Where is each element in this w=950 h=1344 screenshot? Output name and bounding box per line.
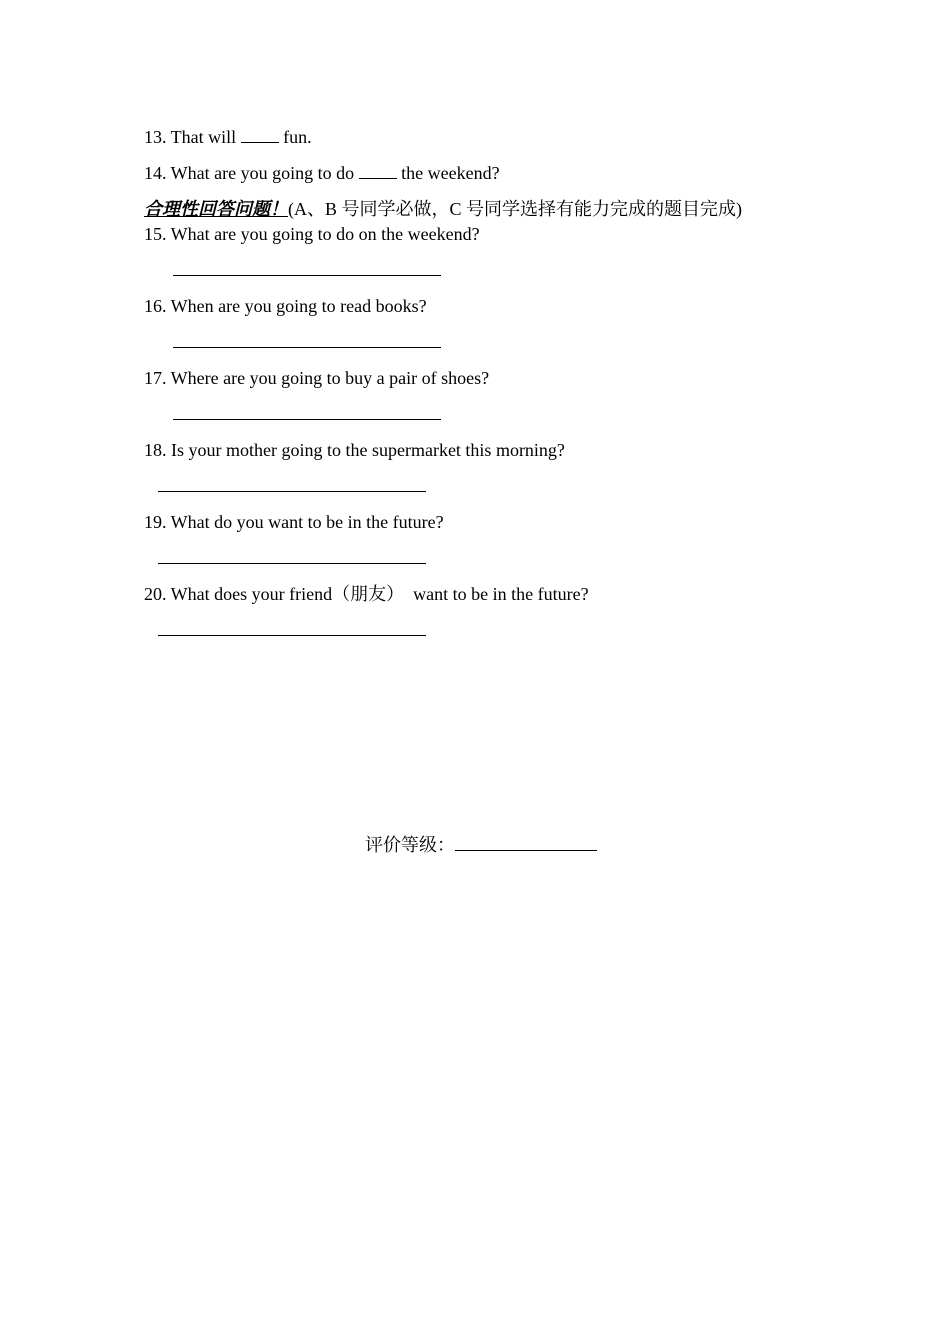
question-18: 18. Is your mother going to the supermarket this morning? xyxy=(144,440,565,460)
section-note: (A、B 号同学必做，C 号同学选择有能力完成的题目完成) xyxy=(288,199,742,219)
question-19: 19. What do you want to be in the future? xyxy=(144,512,444,532)
fill-in-blank[interactable] xyxy=(241,128,279,143)
question-20: 20. What does your friend（朋友） want to be in the future? xyxy=(144,584,589,604)
question-14-text-after: the weekend? xyxy=(396,163,500,183)
answer-line-15[interactable] xyxy=(173,275,441,276)
grade-field xyxy=(365,834,597,856)
question-17: 17. Where are you going to buy a pair of shoes? xyxy=(144,368,490,388)
answer-line-18[interactable] xyxy=(158,491,426,492)
grade-input-line[interactable] xyxy=(455,834,597,851)
question-14 xyxy=(144,162,500,184)
answer-line-19[interactable] xyxy=(158,563,426,564)
answer-line-16[interactable] xyxy=(173,347,441,348)
question-13-text-before: 13. That will xyxy=(144,127,241,147)
question-15: 15. What are you going to do on the weekend? xyxy=(144,224,480,244)
section-heading: 合理性回答问题！ xyxy=(144,199,288,219)
question-16: 16. When are you going to read books? xyxy=(144,296,427,316)
grade-label: 评价等级： xyxy=(365,835,455,855)
section-instruction xyxy=(144,198,742,220)
question-13 xyxy=(144,126,312,148)
question-13-text-after: fun. xyxy=(278,127,312,147)
answer-line-20[interactable] xyxy=(158,635,426,636)
question-14-text-before: 14. What are you going to do xyxy=(144,163,359,183)
fill-in-blank[interactable] xyxy=(359,164,397,179)
answer-line-17[interactable] xyxy=(173,419,441,420)
